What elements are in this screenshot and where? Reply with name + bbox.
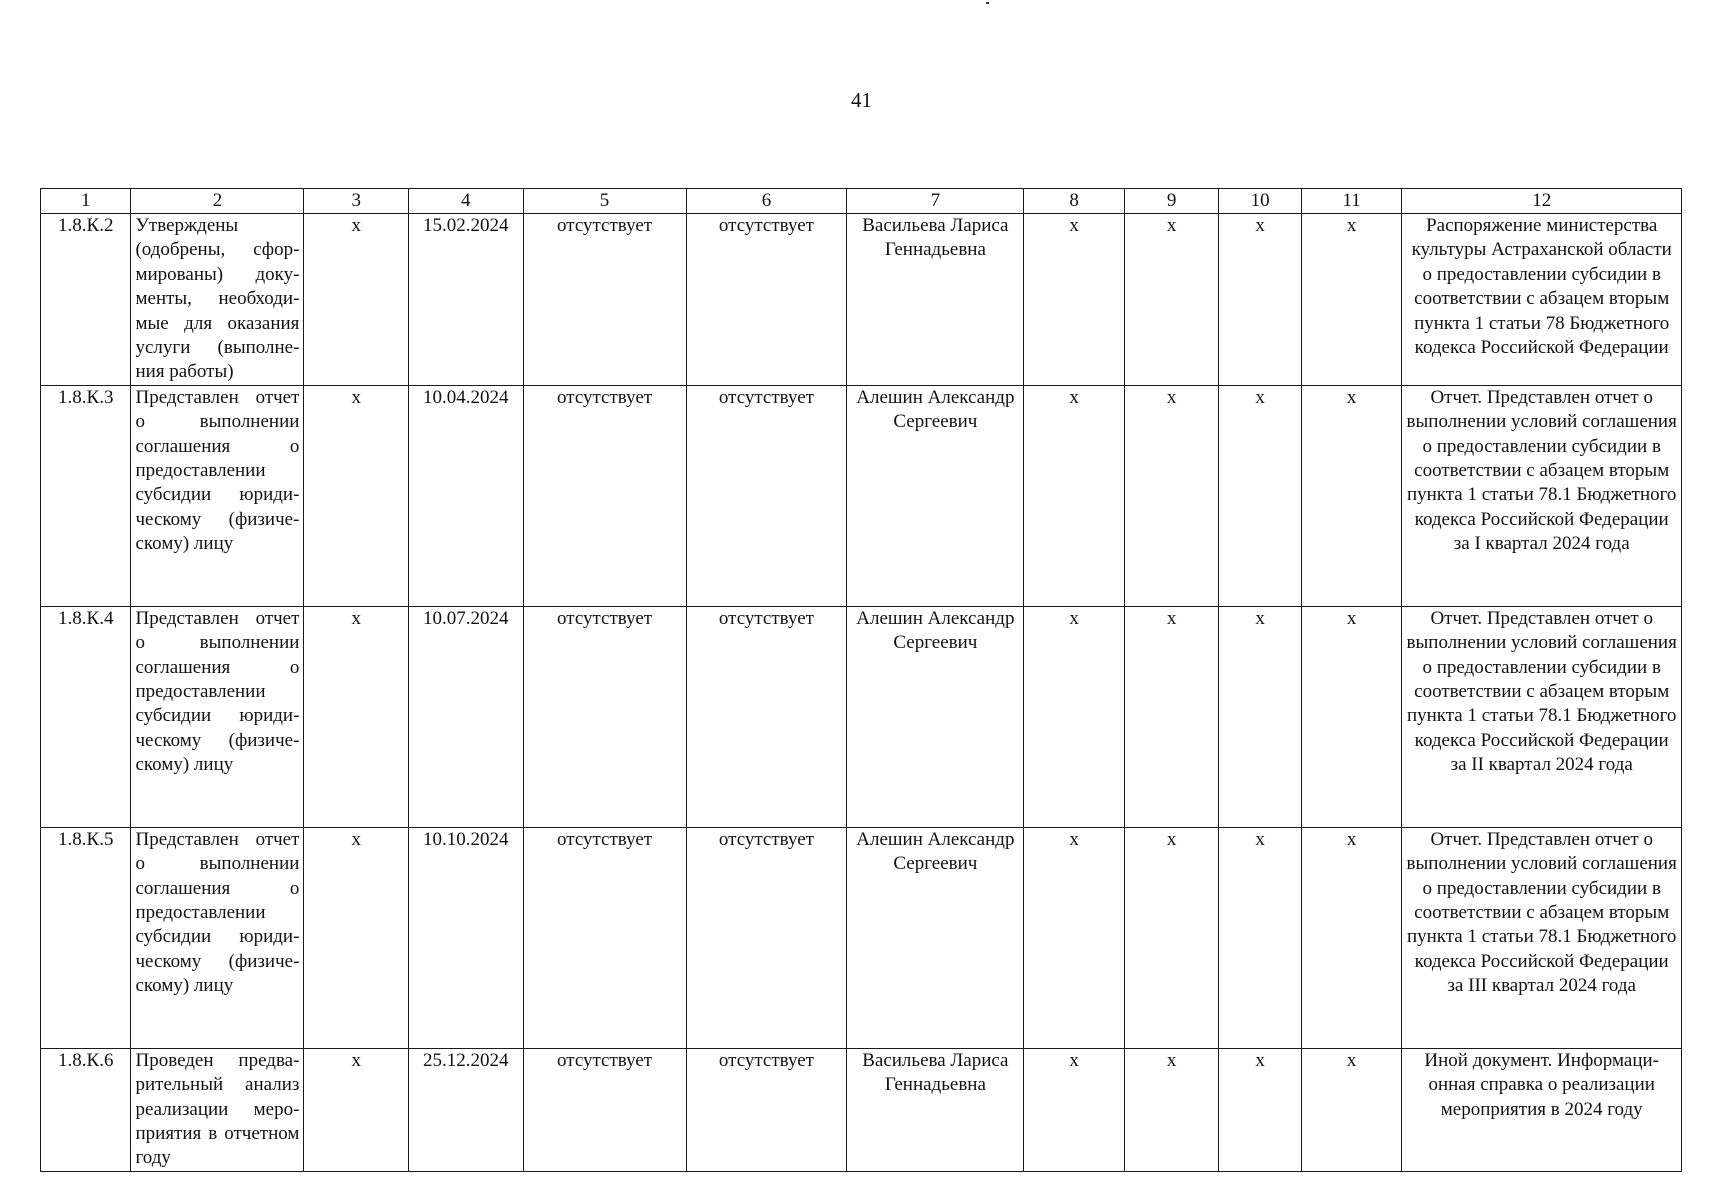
cell-col9: х (1124, 606, 1219, 827)
responsible-person: Алешин Александр Сергеевич (847, 606, 1024, 827)
event-description: Представлен отчет о выполнении соглашения о предоставлении субсидии юридическому (физическому) лицу (131, 606, 304, 827)
column-header: 7 (847, 189, 1024, 214)
cell-col6: отсутствует (686, 606, 847, 827)
cell-col9: х (1124, 214, 1219, 386)
event-description: Представлен отчет о выполнении соглашения о предоставлении субсидии юридическому (физическому) лицу (131, 827, 304, 1048)
document-description: Распоряжение министерства культуры Астраханской области о предоставлении субсидии в соответствии с абзацем вторым пункта 1 статьи 78 Бюджетного кодекса Российской Федерации (1402, 214, 1682, 386)
column-header: 5 (523, 189, 686, 214)
cell-col5: отсутствует (523, 827, 686, 1048)
document-description: Отчет. Представлен отчет о выполнении условий соглашения о предоставлении субсидии в соответствии с абзацем вторым пункта 1 статьи 78.1 Бюджетного кодекса Российской Федерации за III квартал 2024 года (1402, 827, 1682, 1048)
responsible-person: Алешин Александр Сергеевич (847, 827, 1024, 1048)
cell-col5: отсутствует (523, 1048, 686, 1171)
table-row (41, 1048, 1682, 1171)
cell-col10: х (1219, 385, 1301, 606)
cell-col11: х (1301, 827, 1402, 1048)
cell-col11: х (1301, 214, 1402, 386)
event-description: Представлен отчет о выполнении соглашения о предоставлении субсидии юридическому (физическому) лицу (131, 385, 304, 606)
cell-col11: х (1301, 606, 1402, 827)
row-code: 1.8.К.4 (41, 606, 131, 827)
control-date: 10.10.2024 (408, 827, 523, 1048)
column-header: 9 (1124, 189, 1219, 214)
control-date: 10.04.2024 (408, 385, 523, 606)
cell-col8: х (1024, 606, 1125, 827)
cell-col3: х (304, 606, 409, 827)
column-header: 8 (1024, 189, 1125, 214)
event-description: Утверждены (одобрены, сформированы) документы, необходимые для оказания услуги (выполнения работы) (131, 214, 304, 386)
cell-col5: отсутствует (523, 214, 686, 386)
cell-col8: х (1024, 385, 1125, 606)
row-code: 1.8.К.5 (41, 827, 131, 1048)
cell-col10: х (1219, 214, 1301, 386)
header-row (41, 189, 1682, 214)
control-date: 10.07.2024 (408, 606, 523, 827)
cell-col3: х (304, 1048, 409, 1171)
cell-col8: х (1024, 827, 1125, 1048)
cell-col5: отсутствует (523, 385, 686, 606)
table-row (41, 214, 1682, 386)
page-number: 41 (851, 88, 872, 112)
document-description: Иной документ. Информационная справка о реализации мероприятия в 2024 году (1402, 1048, 1682, 1171)
event-description: Проведен предварительный анализ реализации мероприятия в отчетном году (131, 1048, 304, 1171)
cell-col6: отсутствует (686, 385, 847, 606)
cell-col9: х (1124, 385, 1219, 606)
responsible-person: Алешин Александр Сергеевич (847, 385, 1024, 606)
column-header: 1 (41, 189, 131, 214)
cell-col3: х (304, 214, 409, 386)
document-description: Отчет. Представлен отчет о выполнении условий соглашения о предоставлении субсидии в соответствии с абзацем вторым пункта 1 статьи 78.1 Бюджетного кодекса Российской Федерации за I квартал 2024 года (1402, 385, 1682, 606)
responsible-person: Васильева Лариса Геннадьевна (847, 214, 1024, 386)
row-code: 1.8.К.2 (41, 214, 131, 386)
control-date: 25.12.2024 (408, 1048, 523, 1171)
row-code: 1.8.К.6 (41, 1048, 131, 1171)
control-date: 15.02.2024 (408, 214, 523, 386)
cell-col10: х (1219, 1048, 1301, 1171)
cell-col8: х (1024, 1048, 1125, 1171)
responsible-person: Васильева Лариса Геннадьевна (847, 1048, 1024, 1171)
table-row (41, 606, 1682, 827)
cell-col11: х (1301, 385, 1402, 606)
schedule-table (40, 188, 1682, 1172)
column-header: 6 (686, 189, 847, 214)
cell-col3: х (304, 385, 409, 606)
cell-col6: отсутствует (686, 214, 847, 386)
cell-col9: х (1124, 827, 1219, 1048)
cell-col10: х (1219, 827, 1301, 1048)
document-description: Отчет. Представлен отчет о выполнении условий соглашения о предоставлении субсидии в соответствии с абзацем вторым пункта 1 статьи 78.1 Бюджетного кодекса Российской Федерации за II квартал 2024 года (1402, 606, 1682, 827)
cell-col10: х (1219, 606, 1301, 827)
column-header: 3 (304, 189, 409, 214)
cell-col11: х (1301, 1048, 1402, 1171)
cell-col9: х (1124, 1048, 1219, 1171)
column-header: 11 (1301, 189, 1402, 214)
column-header: 2 (131, 189, 304, 214)
table-row (41, 385, 1682, 606)
cell-col8: х (1024, 214, 1125, 386)
cell-col5: отсутствует (523, 606, 686, 827)
row-code: 1.8.К.3 (41, 385, 131, 606)
column-header: 10 (1219, 189, 1301, 214)
column-header: 4 (408, 189, 523, 214)
scan-speck (986, 2, 989, 4)
column-header: 12 (1402, 189, 1682, 214)
cell-col3: х (304, 827, 409, 1048)
table-row (41, 827, 1682, 1048)
cell-col6: отсутствует (686, 827, 847, 1048)
cell-col6: отсутствует (686, 1048, 847, 1171)
